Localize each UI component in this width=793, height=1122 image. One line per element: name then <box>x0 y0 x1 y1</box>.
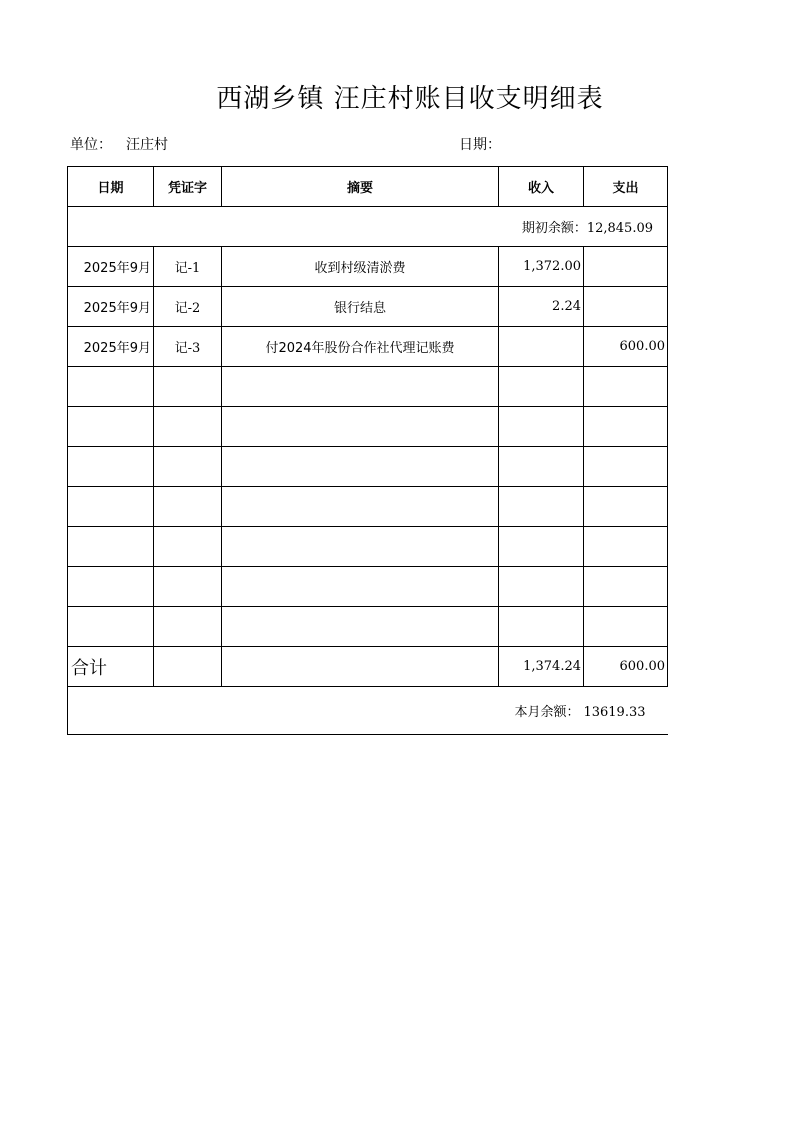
row-expense <box>584 287 668 327</box>
empty-row <box>68 367 668 407</box>
row-summary: 收到村级清淤费 <box>222 247 499 287</box>
header-date: 日期 <box>68 167 154 207</box>
empty-row <box>68 407 668 447</box>
empty-row <box>68 567 668 607</box>
row-date: 2025年9月 <box>68 287 154 327</box>
row-income <box>499 327 584 367</box>
row-income: 1,372.00 <box>499 247 584 287</box>
row-expense: 600.00 <box>584 327 668 367</box>
empty-row <box>68 447 668 487</box>
row-summary: 付2024年股份合作社代理记账费 <box>222 327 499 367</box>
total-income: 1,374.24 <box>499 647 584 687</box>
row-date: 2025年9月 <box>68 247 154 287</box>
date-label: 日期： <box>459 137 501 153</box>
closing-balance-label: 本月余额： <box>514 705 580 720</box>
closing-balance-value: 13619.33 <box>583 705 646 720</box>
opening-balance: 期初余额：12,845.09 <box>68 207 668 247</box>
row-income: 2.24 <box>499 287 584 327</box>
table-row <box>68 327 668 367</box>
empty-row <box>68 527 668 567</box>
table-row <box>68 247 668 287</box>
empty-row <box>68 487 668 527</box>
header-row <box>68 167 668 207</box>
row-voucher: 记-2 <box>154 287 222 327</box>
table-row <box>68 287 668 327</box>
unit-field <box>70 134 168 154</box>
empty-row <box>68 607 668 647</box>
closing-balance-row <box>68 687 668 735</box>
header-income: 收入 <box>499 167 584 207</box>
date-field <box>459 134 501 154</box>
closing-balance <box>68 687 668 735</box>
header-summary: 摘要 <box>222 167 499 207</box>
page-title: 西湖乡镇 汪庄村账目收支明细表 <box>216 84 604 114</box>
opening-balance-row <box>68 207 668 247</box>
total-row <box>68 647 668 687</box>
row-date: 2025年9月 <box>68 327 154 367</box>
header-voucher: 凭证字 <box>154 167 222 207</box>
total-expense: 600.00 <box>584 647 668 687</box>
total-label: 合计 <box>68 647 154 687</box>
unit-value: 汪庄村 <box>126 137 168 153</box>
row-summary: 银行结息 <box>222 287 499 327</box>
header-expense: 支出 <box>584 167 668 207</box>
row-voucher: 记-1 <box>154 247 222 287</box>
row-voucher: 记-3 <box>154 327 222 367</box>
unit-label: 单位： <box>70 137 112 153</box>
row-expense <box>584 247 668 287</box>
ledger-table <box>67 166 668 735</box>
